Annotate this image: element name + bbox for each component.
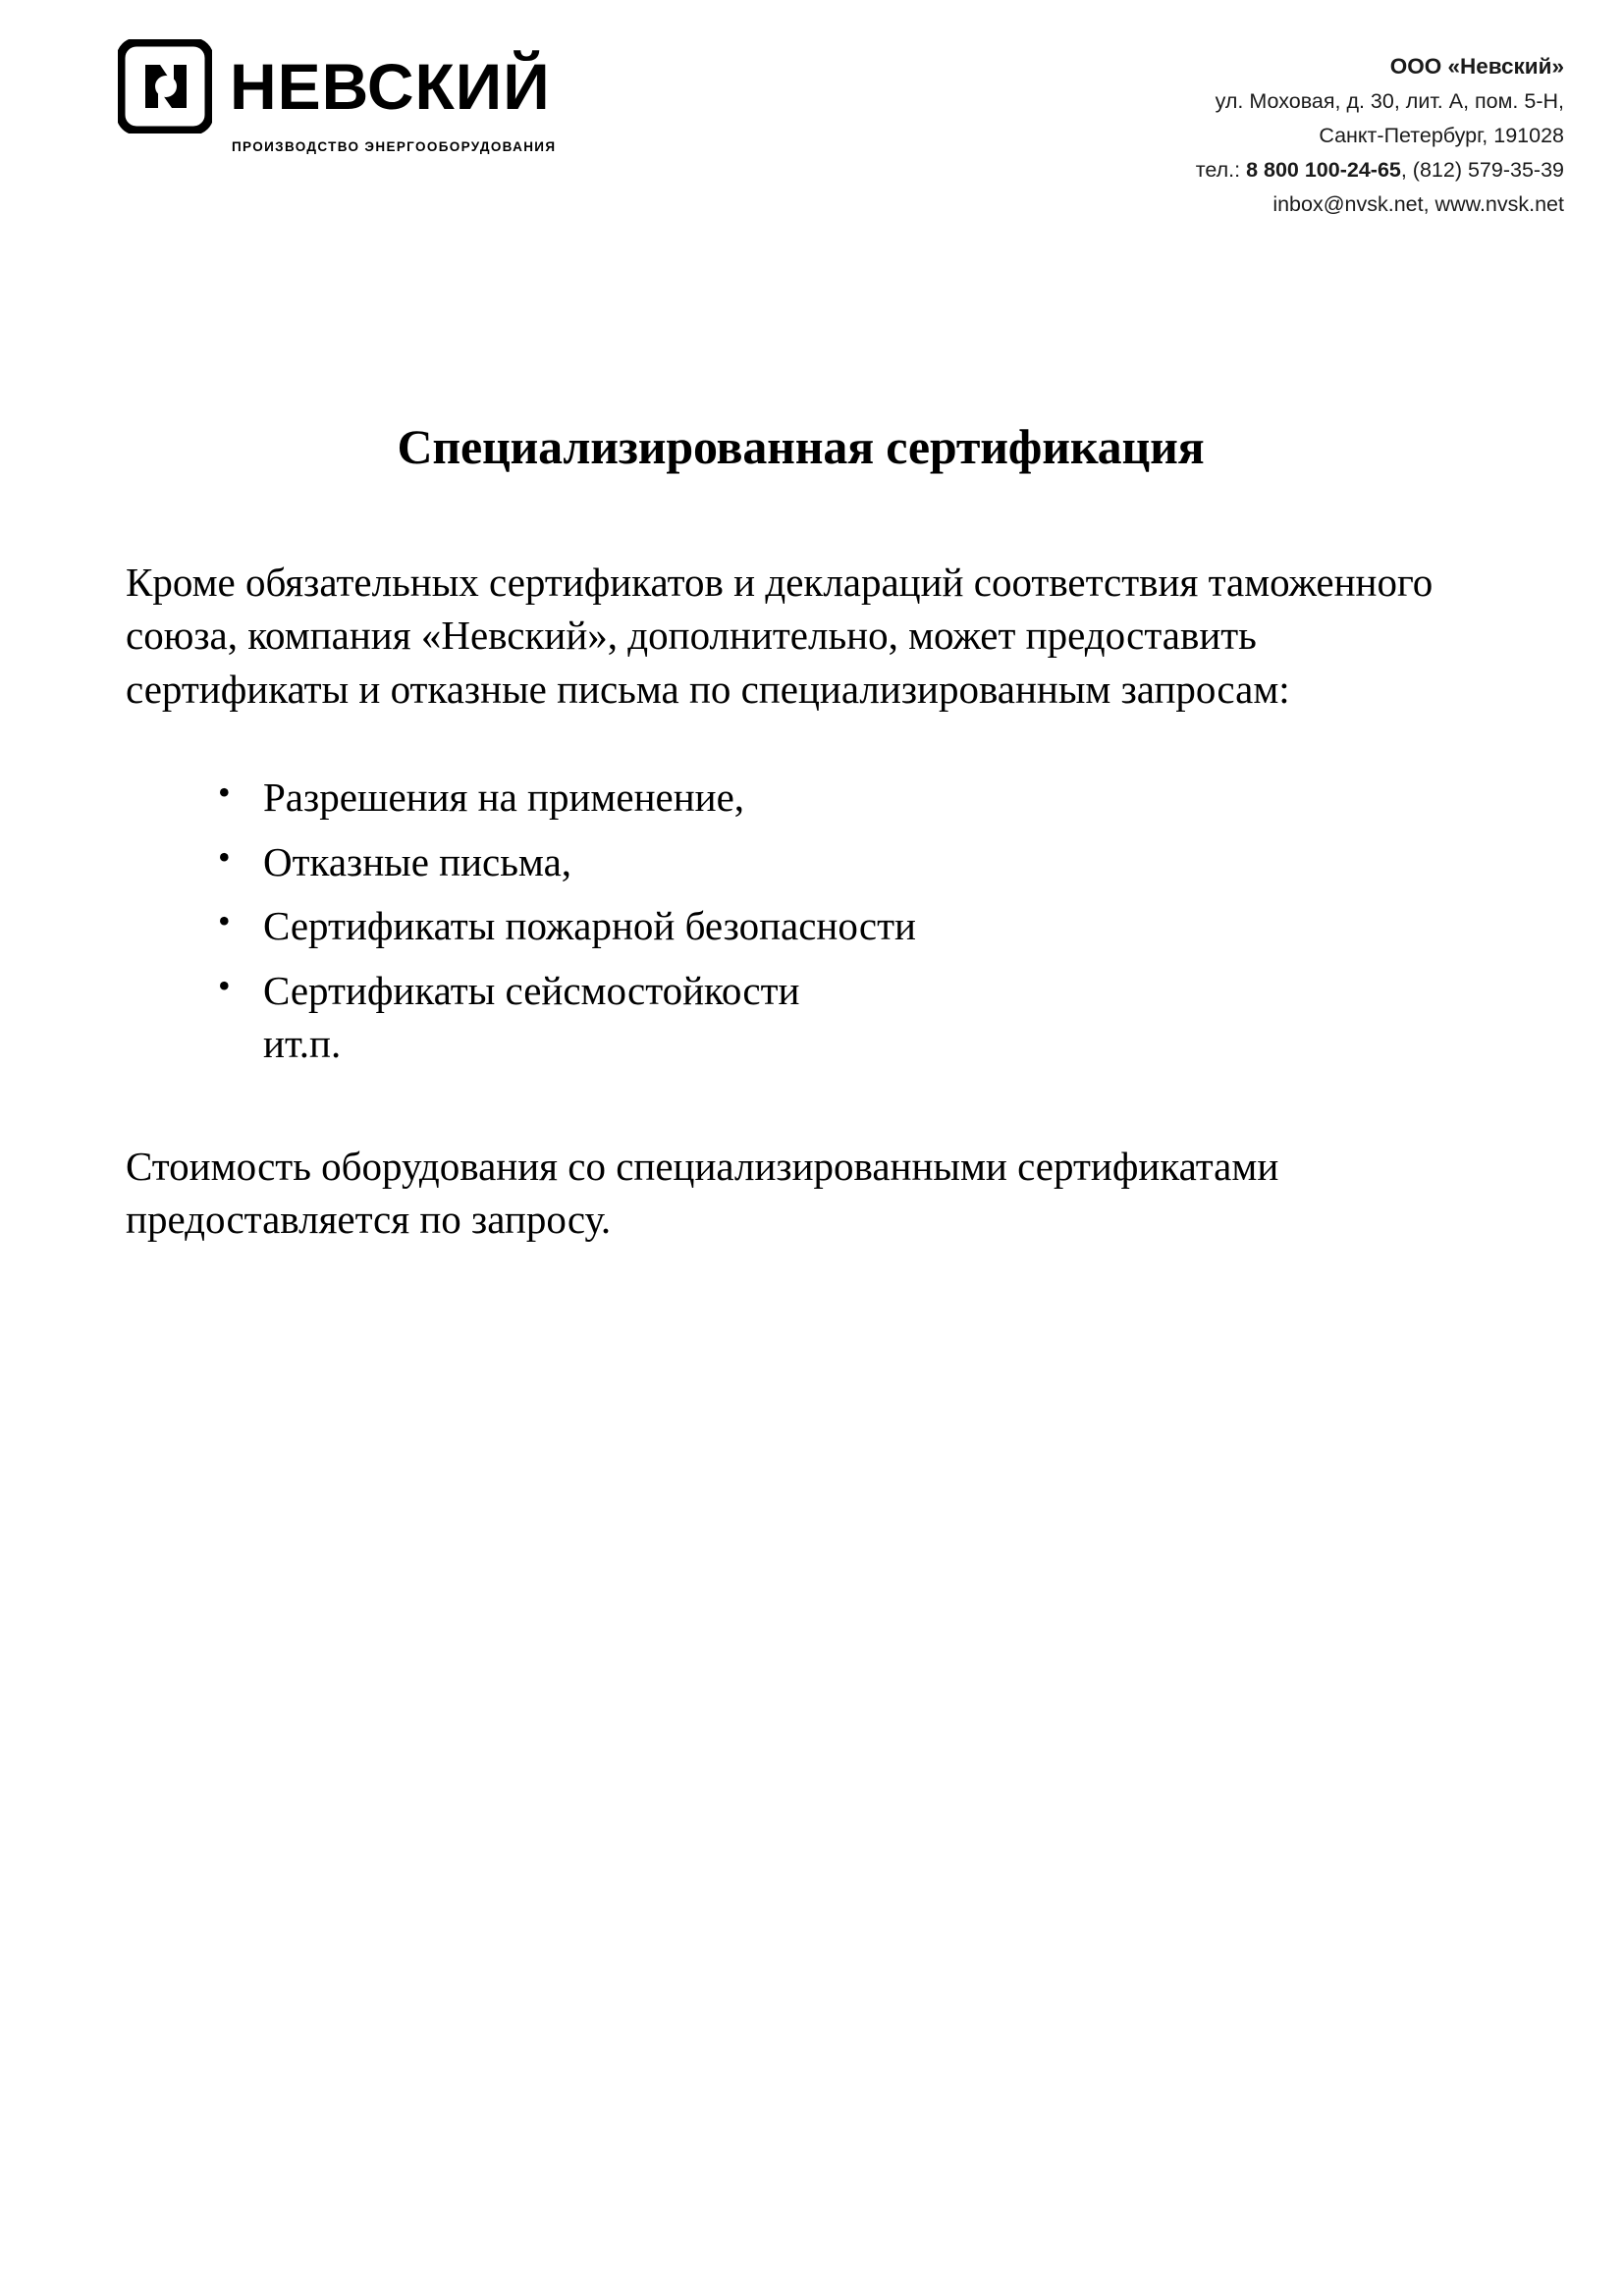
- certificate-list: [126, 771, 1476, 1071]
- phone-main[interactable]: 8 800 100-24-65: [1246, 158, 1401, 183]
- list-item-label: Сертификаты сейсмостойкости: [263, 967, 800, 1013]
- email-website-line[interactable]: inbox@nvsk.net, www.nvsk.net: [1272, 191, 1564, 216]
- list-item-label: Отказные письма,: [263, 838, 572, 884]
- address-line-1: ул. Моховая, д. 30, лит. А, пом. 5-Н,: [1215, 89, 1564, 114]
- closing-paragraph: Стоимость оборудования со специализированными сертификатами предоставляется по запросу.: [126, 1143, 1279, 1243]
- list-item-tail: ит.п.: [263, 1021, 342, 1067]
- brand-logo: [118, 39, 556, 154]
- page-title: Специализированная сертификация: [397, 418, 1205, 474]
- logo-wordmark: НЕВСКИЙ: [230, 50, 551, 123]
- phone-line: [1196, 153, 1564, 187]
- document-body: [0, 418, 1623, 1247]
- contact-block: [1196, 39, 1564, 222]
- logo-tagline: ПРОИЗВОДСТВО ЭНЕРГООБОРУДОВАНИЯ: [232, 139, 557, 154]
- phone-prefix: тел.:: [1195, 158, 1247, 183]
- intro-paragraph: Кроме обязательных сертификатов и деклараций соответствия таможенного союза, компания «Невский», дополнительно, может предоставить сертификаты и отказные письма по специализированным запросам:: [126, 559, 1434, 712]
- phone-secondary[interactable]: , (812) 579-35-39: [1400, 158, 1564, 183]
- logo-row: [118, 39, 551, 133]
- list-item-label: Сертификаты пожарной безопасности: [263, 903, 916, 949]
- address-line-2: Санкт-Петербург, 191028: [1319, 124, 1564, 148]
- nevsky-logo-mark: [118, 39, 212, 133]
- list-item: [212, 899, 1476, 953]
- list-item: [212, 771, 1476, 825]
- list-item: [212, 964, 1476, 1071]
- page-header: [0, 0, 1623, 222]
- list-item: [212, 835, 1476, 889]
- list-item-label: Разрешения на применение,: [263, 774, 745, 821]
- company-name: ООО «Невский»: [1389, 54, 1564, 79]
